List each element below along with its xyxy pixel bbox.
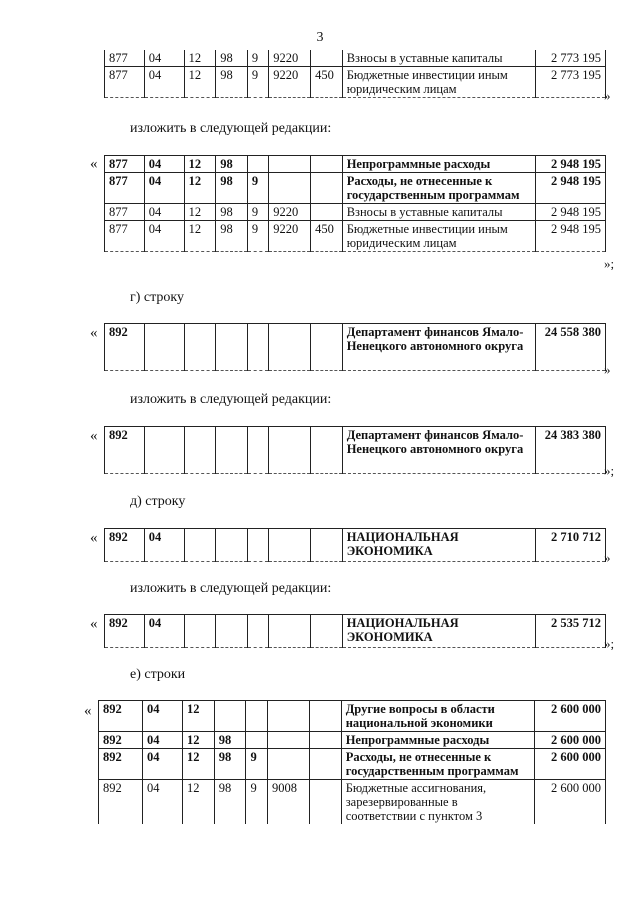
closing-quote: »; bbox=[604, 636, 615, 651]
cell-article bbox=[269, 615, 311, 648]
cell-subprogram bbox=[247, 615, 268, 648]
cell-subsection: 12 bbox=[184, 50, 216, 67]
cell-section: 04 bbox=[143, 749, 183, 780]
table-row bbox=[105, 324, 606, 371]
cell-section: 04 bbox=[144, 173, 184, 204]
cell-expense-type bbox=[309, 780, 341, 825]
cell-section bbox=[144, 324, 184, 371]
cell-section: 04 bbox=[143, 780, 183, 825]
cell-section: 04 bbox=[144, 615, 184, 648]
cell-section: 04 bbox=[144, 221, 184, 252]
table-row bbox=[105, 204, 606, 221]
cell-program: 98 bbox=[216, 67, 248, 98]
cell-description: Расходы, не отнесенные к государственным программам bbox=[341, 749, 535, 780]
cell-program: 98 bbox=[216, 204, 248, 221]
table-row bbox=[105, 50, 606, 67]
cell-description: Бюджетные инвестиции иным юридическим лицам bbox=[342, 67, 535, 98]
cell-expense-type: 450 bbox=[311, 67, 343, 98]
cell-subprogram: 9 bbox=[246, 780, 268, 825]
cell-code: 877 bbox=[105, 50, 145, 67]
paragraph-instruction: изложить в следующей редакции: bbox=[130, 392, 332, 407]
cell-subprogram bbox=[247, 156, 268, 173]
cell-subsection: 12 bbox=[182, 749, 214, 780]
cell-section: 04 bbox=[144, 156, 184, 173]
cell-code: 877 bbox=[105, 204, 145, 221]
cell-subsection: 12 bbox=[182, 701, 214, 732]
table-old-economy bbox=[104, 528, 606, 562]
cell-description: Непрограммные расходы bbox=[341, 732, 535, 749]
cell-article bbox=[267, 749, 309, 780]
table-row bbox=[99, 732, 606, 749]
cell-program: 98 bbox=[216, 221, 248, 252]
cell-description: Бюджетные инвестиции иным юридическим лицам bbox=[342, 221, 535, 252]
cell-article bbox=[269, 427, 311, 474]
cell-section: 04 bbox=[144, 204, 184, 221]
cell-amount: 2 600 000 bbox=[535, 701, 606, 732]
table-row bbox=[99, 701, 606, 732]
paragraph-subitem-e: е) строки bbox=[130, 667, 186, 682]
cell-subsection bbox=[184, 529, 216, 562]
cell-expense-type bbox=[311, 529, 343, 562]
cell-article: 9008 bbox=[267, 780, 309, 825]
cell-subprogram: 9 bbox=[247, 173, 268, 204]
table-row bbox=[105, 427, 606, 474]
cell-description: Бюджетные ассигнования, зарезервированные в соответствии с пунктом 3 bbox=[341, 780, 535, 825]
cell-amount: 2 600 000 bbox=[535, 732, 606, 749]
cell-program bbox=[216, 324, 248, 371]
closing-quote: » bbox=[604, 88, 611, 103]
cell-expense-type: 450 bbox=[311, 221, 343, 252]
cell-expense-type bbox=[311, 615, 343, 648]
cell-program bbox=[216, 427, 248, 474]
cell-subsection bbox=[184, 324, 216, 371]
cell-subprogram: 9 bbox=[247, 67, 268, 98]
cell-program: 98 bbox=[214, 749, 246, 780]
cell-amount: 24 558 380 bbox=[535, 324, 605, 371]
table-new-economy bbox=[104, 614, 606, 648]
table-new-877 bbox=[104, 155, 606, 252]
table-row bbox=[99, 780, 606, 825]
cell-amount: 2 948 195 bbox=[535, 221, 605, 252]
cell-article bbox=[267, 701, 309, 732]
cell-program: 98 bbox=[216, 173, 248, 204]
cell-expense-type bbox=[311, 173, 343, 204]
cell-subsection bbox=[184, 427, 216, 474]
paragraph-instruction: изложить в следующей редакции: bbox=[130, 581, 332, 596]
cell-code: 877 bbox=[105, 156, 145, 173]
cell-expense-type bbox=[309, 701, 341, 732]
cell-description: Департамент финансов Ямало-Ненецкого автономного округа bbox=[342, 427, 535, 474]
table-row bbox=[105, 173, 606, 204]
cell-program: 98 bbox=[214, 732, 246, 749]
cell-section: 04 bbox=[143, 701, 183, 732]
table-new-892 bbox=[104, 426, 606, 474]
cell-section: 04 bbox=[143, 732, 183, 749]
cell-code: 877 bbox=[105, 67, 145, 98]
cell-program: 98 bbox=[216, 50, 248, 67]
cell-description: Департамент финансов Ямало-Ненецкого автономного округа bbox=[342, 324, 535, 371]
cell-code: 892 bbox=[105, 324, 145, 371]
cell-article bbox=[269, 529, 311, 562]
cell-description: Расходы, не отнесенные к государственным программам bbox=[342, 173, 535, 204]
cell-code: 892 bbox=[105, 427, 145, 474]
cell-subprogram: 9 bbox=[247, 204, 268, 221]
cell-description: Взносы в уставные капиталы bbox=[342, 50, 535, 67]
cell-program bbox=[214, 701, 246, 732]
cell-amount: 2 948 195 bbox=[535, 156, 605, 173]
cell-article: 9220 bbox=[269, 67, 311, 98]
table-row bbox=[99, 749, 606, 780]
opening-quote: « bbox=[90, 530, 98, 546]
cell-expense-type bbox=[311, 50, 343, 67]
cell-expense-type bbox=[311, 204, 343, 221]
opening-quote: « bbox=[90, 616, 98, 632]
cell-code: 892 bbox=[105, 615, 145, 648]
table-row bbox=[105, 156, 606, 173]
cell-subsection: 12 bbox=[184, 204, 216, 221]
table-old-877 bbox=[104, 50, 606, 98]
cell-amount: 2 600 000 bbox=[535, 780, 606, 825]
cell-section: 04 bbox=[144, 67, 184, 98]
cell-article: 9220 bbox=[269, 221, 311, 252]
cell-code: 892 bbox=[99, 749, 143, 780]
table-row bbox=[105, 67, 606, 98]
cell-article bbox=[267, 732, 309, 749]
cell-code: 877 bbox=[105, 221, 145, 252]
cell-code: 892 bbox=[99, 732, 143, 749]
cell-code: 892 bbox=[99, 780, 143, 825]
cell-subprogram bbox=[246, 701, 268, 732]
cell-amount: 2 600 000 bbox=[535, 749, 606, 780]
cell-amount: 2 948 195 bbox=[535, 173, 605, 204]
cell-subprogram bbox=[247, 427, 268, 474]
cell-subprogram: 9 bbox=[247, 221, 268, 252]
cell-expense-type bbox=[311, 156, 343, 173]
cell-amount: 2 535 712 bbox=[535, 615, 605, 648]
cell-subsection: 12 bbox=[184, 156, 216, 173]
opening-quote: « bbox=[90, 156, 98, 172]
cell-section: 04 bbox=[144, 529, 184, 562]
cell-article bbox=[269, 173, 311, 204]
table-other-economy bbox=[98, 700, 606, 824]
page-number: 3 bbox=[316, 30, 324, 45]
cell-expense-type bbox=[309, 732, 341, 749]
cell-subprogram bbox=[247, 529, 268, 562]
paragraph-subitem-g: г) строку bbox=[130, 290, 185, 305]
cell-article bbox=[269, 156, 311, 173]
cell-amount: 24 383 380 bbox=[535, 427, 605, 474]
paragraph-subitem-d: д) строку bbox=[130, 494, 186, 509]
closing-quote: »; bbox=[604, 463, 615, 478]
cell-subsection: 12 bbox=[182, 780, 214, 825]
cell-description: НАЦИОНАЛЬНАЯ ЭКОНОМИКА bbox=[342, 529, 535, 562]
cell-subsection: 12 bbox=[184, 67, 216, 98]
cell-subsection: 12 bbox=[184, 221, 216, 252]
cell-section: 04 bbox=[144, 50, 184, 67]
closing-quote: » bbox=[604, 362, 611, 377]
cell-expense-type bbox=[311, 324, 343, 371]
cell-article: 9220 bbox=[269, 204, 311, 221]
cell-subprogram bbox=[246, 732, 268, 749]
paragraph-instruction: изложить в следующей редакции: bbox=[130, 121, 332, 136]
cell-amount: 2 773 195 bbox=[535, 67, 605, 98]
cell-program: 98 bbox=[214, 780, 246, 825]
cell-subprogram: 9 bbox=[247, 50, 268, 67]
cell-section bbox=[144, 427, 184, 474]
closing-quote: » bbox=[604, 550, 611, 565]
cell-description: Взносы в уставные капиталы bbox=[342, 204, 535, 221]
opening-quote: « bbox=[90, 428, 98, 444]
cell-subsection: 12 bbox=[184, 173, 216, 204]
cell-subprogram: 9 bbox=[246, 749, 268, 780]
opening-quote: « bbox=[84, 703, 92, 719]
cell-description: НАЦИОНАЛЬНАЯ ЭКОНОМИКА bbox=[342, 615, 535, 648]
cell-program bbox=[216, 529, 248, 562]
cell-subsection bbox=[184, 615, 216, 648]
cell-amount: 2 948 195 bbox=[535, 204, 605, 221]
cell-program bbox=[216, 615, 248, 648]
table-row bbox=[105, 529, 606, 562]
cell-expense-type bbox=[311, 427, 343, 474]
closing-quote: »; bbox=[604, 256, 615, 271]
cell-subprogram bbox=[247, 324, 268, 371]
cell-amount: 2 710 712 bbox=[535, 529, 605, 562]
cell-article: 9220 bbox=[269, 50, 311, 67]
cell-subsection: 12 bbox=[182, 732, 214, 749]
cell-amount: 2 773 195 bbox=[535, 50, 605, 67]
table-row bbox=[105, 221, 606, 252]
cell-code: 892 bbox=[105, 529, 145, 562]
cell-code: 892 bbox=[99, 701, 143, 732]
cell-code: 877 bbox=[105, 173, 145, 204]
cell-description: Другие вопросы в области национальной экономики bbox=[341, 701, 535, 732]
cell-description: Непрограммные расходы bbox=[342, 156, 535, 173]
table-old-892 bbox=[104, 323, 606, 371]
cell-program: 98 bbox=[216, 156, 248, 173]
table-row bbox=[105, 615, 606, 648]
cell-expense-type bbox=[309, 749, 341, 780]
cell-article bbox=[269, 324, 311, 371]
opening-quote: « bbox=[90, 325, 98, 341]
